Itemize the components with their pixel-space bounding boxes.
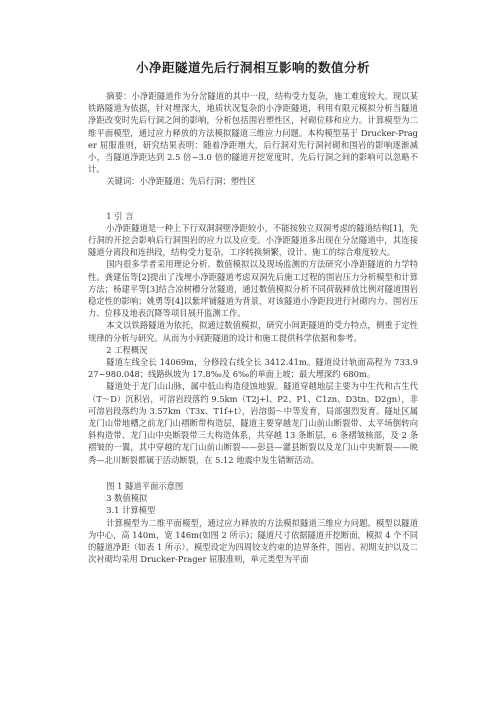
abstract: 摘要：小净距隧道作为分岔隧道的其中一段，结构受力复杂，施工难度较大。现以某铁路隧道为依据，针对埋深大，地质状况复杂的小净距隧道，利用有限元模拟分析当隧道净距改变时先后行洞之间的影响，分析包括围岩塑性区，衬砌位移和应力。计算模型为二维平面模型，通过应力释放的方法模拟隧道三维应力问题。本构模型基于 Drucker-Prager 屈服准则，研究结果表明：随着净距增大，后行洞对先行洞衬砌和围岩的影响逐渐减小，当隧道净距达到 2.5 倍~3.0 倍的隧道开挖宽度时，先后行洞之间的影响可以忽略不计。 — [88, 91, 418, 175]
numerical-heading: 3 数值模拟 — [106, 493, 148, 504]
intro-paragraph-1: 小净距隧道是一种上下行双洞洞壁净距较小，不能按独立双洞考虑的隧道结构[1]，先行洞的开挖会影响后行洞围岩的应力以及应变。小净距隧道多出现在分岔隧道中，其连接隧道分离段和连拱段，结构受力复杂，工序转换频繁，设计、施工的综合难度较大。 — [88, 222, 418, 258]
paper-page — [88, 58, 418, 565]
intro-paragraph-2: 国内很多学者采用理论分析、数值模拟以及现场监测的方法研究小净距隧道的力学特性。龚建伍等[2]提出了浅埋小净距隧道考虑双洞先后施工过程的围岩压力分析模型和计算方法；杨建平等[3]结合凉树槽分岔隧道，通过数值模拟分析不同荷载释放比例对隧道围岩稳定性的影响；姚勇等[4]以紫坪铺隧道为背景，对该隧道小净距段进行衬砌内力、围岩压力、位移及地表沉降等项目展开监测工作。 — [88, 259, 418, 319]
intro-paragraph-3: 本文以铁路隧道为依托，拟通过数值模拟，研究小间距隧道的受力特点，侧重于定性规律的分析与研究。从而为小间距隧道的设计和施工提供科学依据和参考。 — [88, 320, 418, 343]
intro-heading: 1 引 言 — [106, 210, 134, 221]
model-heading: 3.1 计算模型 — [106, 505, 156, 516]
figure-caption: 图 1 隧道平面示意图 — [106, 480, 184, 491]
overview-heading: 2 工程概况 — [106, 344, 148, 355]
keywords: 关键词：小净距隧道；先后行洞；塑性区 — [106, 176, 256, 187]
model-paragraph-1: 计算模型为二维平面模型，通过应力释放的方法模拟隧道三维应力问题。模型以隧道为中心，高 140m，宽 146m(如图 2 所示)；隧道尺寸依据隧道开挖断面，模拟 4 个不同的隧道净距（如表 1 所示）。模型设定为四周铰支约束的边界条件，围岩、初期支护以及二次衬砌均采用 Drucker-Prager 屈服准则，单元类型为平面 — [88, 517, 418, 565]
overview-paragraph-2: 隧道处于龙门山山脉，属中低山构造侵蚀地貌。隧道穿越地层主要为中生代和古生代（T～D）沉积岩，可溶岩段落约 9.5km（T2j+l、P2、P1、C1zn、D3tn、D2gn），非可溶岩段落约为 3.57km（T3x、T1f+t），岩溶弱～中等发育，局部强烈发育。隧址区属龙门山带地槽之前龙门山褶断带构造层，隧道主要穿越龙门山前山断裂带、太平场倒转向斜构造带、龙门山中央断裂带三大构造体系，共穿越 13 条断层，6 条褶皱核部，及 2 条褶皱的一翼，其中穿越的龙门山前山断裂——彭县—灌县断裂以及龙门山中央断裂——映秀—北川断裂都属于活动断裂，在 5.12 地震中发生错断活动。 — [88, 381, 418, 465]
paper-title: 小净距隧道先后行洞相互影响的数值分析 — [135, 60, 370, 75]
overview-paragraph-1: 隧道左线全长 14069m，分修段右线全长 3412.41m。隧道设计轨面高程为 733.927~980.048；线路纵坡为 17.8‰及 6‰的单面上坡；最大埋深约 680m。 — [88, 357, 418, 380]
